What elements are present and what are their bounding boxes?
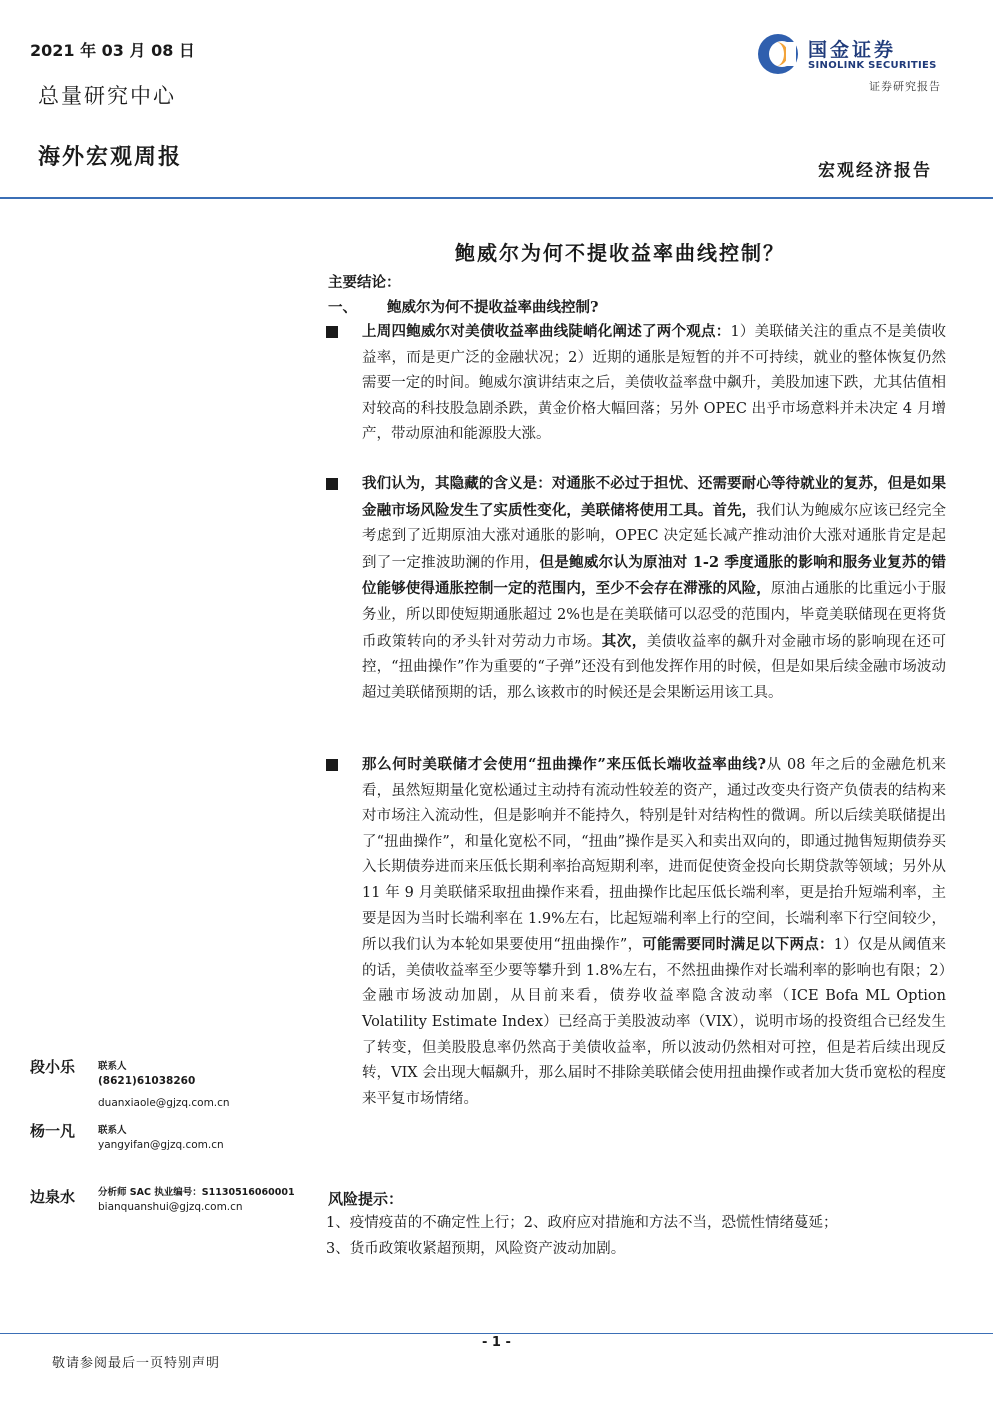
risk-line-1: 1、疫情疫苗的不确定性上行；2、政府应对措施和方法不当，恐慌性情绪蔓延； (326, 1215, 838, 1231)
paragraph-2-emphasis: 但是鲍威尔认为原油对 1-2 季度通胀的影响和服务业复苏的错位能够使得通胀控制一定的范围内，至少不会存在滞涨的风险， (362, 553, 947, 598)
logo-text-cn: 国金证券 (808, 39, 897, 61)
paragraph-2 (362, 471, 946, 706)
bullet-icon (326, 478, 338, 490)
author-contact (98, 1186, 295, 1214)
paragraph-3-lead: 那么何时美联储才会使用“扭曲操作”来压低长端收益率曲线? (362, 756, 767, 773)
header-divider (0, 197, 993, 199)
logo-subtitle: 证券研究报告 (869, 80, 941, 93)
author-phone: (8621)61038260 (98, 1075, 196, 1087)
footer-divider (0, 1333, 993, 1334)
bullet-icon (326, 326, 338, 338)
report-type: 宏观经济报告 (818, 161, 932, 181)
risk-line-2: 3、货币政策收紧超预期，风险资产波动加剧。 (326, 1241, 626, 1257)
author-name: 杨一凡 (30, 1122, 76, 1140)
author-role: 联系人 (98, 1061, 127, 1072)
paragraph-1-lead: 上周四鲍威尔对美债收益率曲线陡峭化阐述了两个观点： (362, 323, 731, 340)
paragraph-2-body-1: 我们认为鲍威尔应该已经完全考虑到了近期原油大涨对通胀的影响，OPEC 决定延长减产推动油价大涨对通胀肯定是起到了一定推波助澜的作用， (362, 502, 947, 571)
author-email[interactable]: bianquanshui@gjzq.com.cn (98, 1201, 243, 1213)
section-title: 鲍威尔为何不提收益率曲线控制? (387, 299, 599, 316)
section-number: 一、 (328, 299, 357, 316)
sinolink-logo-icon (756, 32, 804, 76)
author-name: 段小乐 (30, 1058, 76, 1076)
main-conclusion-heading: 主要结论： (328, 274, 401, 291)
author-contact (98, 1124, 224, 1152)
paragraph-3-body-1: 从 08 年之后的金融危机来看，虽然短期量化宽松通过主动持有流动性较差的资产，通过改变央行资产负债表的结构来对市场注入流动性，但是影响并不能持久，特别是针对结构性的微调。所以后续美联储提出了“扭曲操作”，和量化宽松不同，“扭曲”操作是买入和卖出双向的，即通过抛售短期债券买入长期债券进而来压低长期利率抬高短期利率，进而促使资金投向长期贷款等领域；另外从 11 年 9 月美联储采取扭曲操作来看，扭曲操作比起压低长端利率，更是抬升短端利率，主要是因为当时长端利率在 1.9%左右，比起短端利率上行的空间，长端利率下行空间较少，所以我们认为本轮如果要使用“扭曲操作”， (362, 757, 946, 954)
paragraph-3 (362, 752, 946, 1112)
paragraph-2-body-3: 美债收益率的飙升对金融市场的影响现在还可控，“扭曲操作”作为重要的“子弹”还没有到他发挥作用的时候，但是如果后续金融市场波动超过美联储预期的话，那么该救市的时候还是会果断运用该工具。 (362, 633, 947, 701)
author-name: 边泉水 (30, 1188, 76, 1206)
report-date: 2021 年 03 月 08 日 (30, 41, 195, 60)
report-title: 鲍威尔为何不提收益率曲线控制？ (455, 241, 785, 265)
paragraph-2-second: 其次， (601, 632, 647, 650)
page-number: - 1 - (482, 1335, 511, 1350)
report-series: 海外宏观周报 (38, 144, 183, 170)
paragraph-2-lead: 我们认为，其隐藏的含义是：对通胀不必过于担忧、还需要耐心等待就业的复苏，但是如果金融市场风险发生了实质性变化，美联储将使用工具。首先， (362, 475, 946, 519)
author-email[interactable]: yangyifan@gjzq.com.cn (98, 1139, 224, 1151)
author-email[interactable]: duanxiaole@gjzq.com.cn (98, 1097, 230, 1109)
bullet-icon (326, 759, 338, 771)
author-contact (98, 1060, 230, 1110)
research-center: 总量研究中心 (38, 84, 176, 108)
risk-heading: 风险提示： (328, 1190, 404, 1208)
disclaimer-note: 敬请参阅最后一页特别声明 (52, 1356, 221, 1371)
paragraph-3-emphasis: 可能需要同时满足以下两点： (642, 936, 834, 954)
paragraph-1-body: 1）美联储关注的重点不是美债收益率，而是更广泛的金融状况；2）近期的通胀是短暂的并不可持续，就业的整体恢复仍然需要一定的时间。鲍威尔演讲结束之后，美债收益率盘中飙升，美股加速下跌，尤其估值相对较高的科技股急剧杀跌，黄金价格大幅回落；另外 OPEC 出乎市场意料并未决定 4 月增产，带动原油和能源股大涨。 (362, 324, 946, 443)
section-heading (328, 296, 599, 317)
logo-text-en: SINOLINK SECURITIES (808, 60, 937, 71)
paragraph-2-body-2: 原油占通胀的比重远小于服务业，所以即使短期通胀超过 2%也是在美联储可以忍受的范围内，毕竟美联储现在更将货币政策转向的矛头针对劳动力市场。 (362, 581, 947, 650)
paragraph-3-body-2: 1）仅是从阈值来的话，美债收益率至少要等攀升到 1.8%左右，不然扭曲操作对长端利率的影响也有限；2）金融市场波动加剧，从目前来看，债券收益率隐含波动率（ICE Bofa ML Option Volatility Estimate Index）已经高于美股波动率（VIX），说明市场的投资组合已经发生了转变，但美股股息率仍然高于美债收益率，所以波动仍然相对可控，但是若后续出现反转，VIX 会出现大幅飙升，那么届时不排除美联储会使用扭曲操作或者加大货币宽松的程度来平复市场情绪。 (362, 937, 946, 1107)
author-role: 联系人 (98, 1125, 127, 1136)
author-role: 分析师 SAC 执业编号：S1130516060001 (98, 1187, 295, 1198)
paragraph-1 (362, 319, 946, 448)
